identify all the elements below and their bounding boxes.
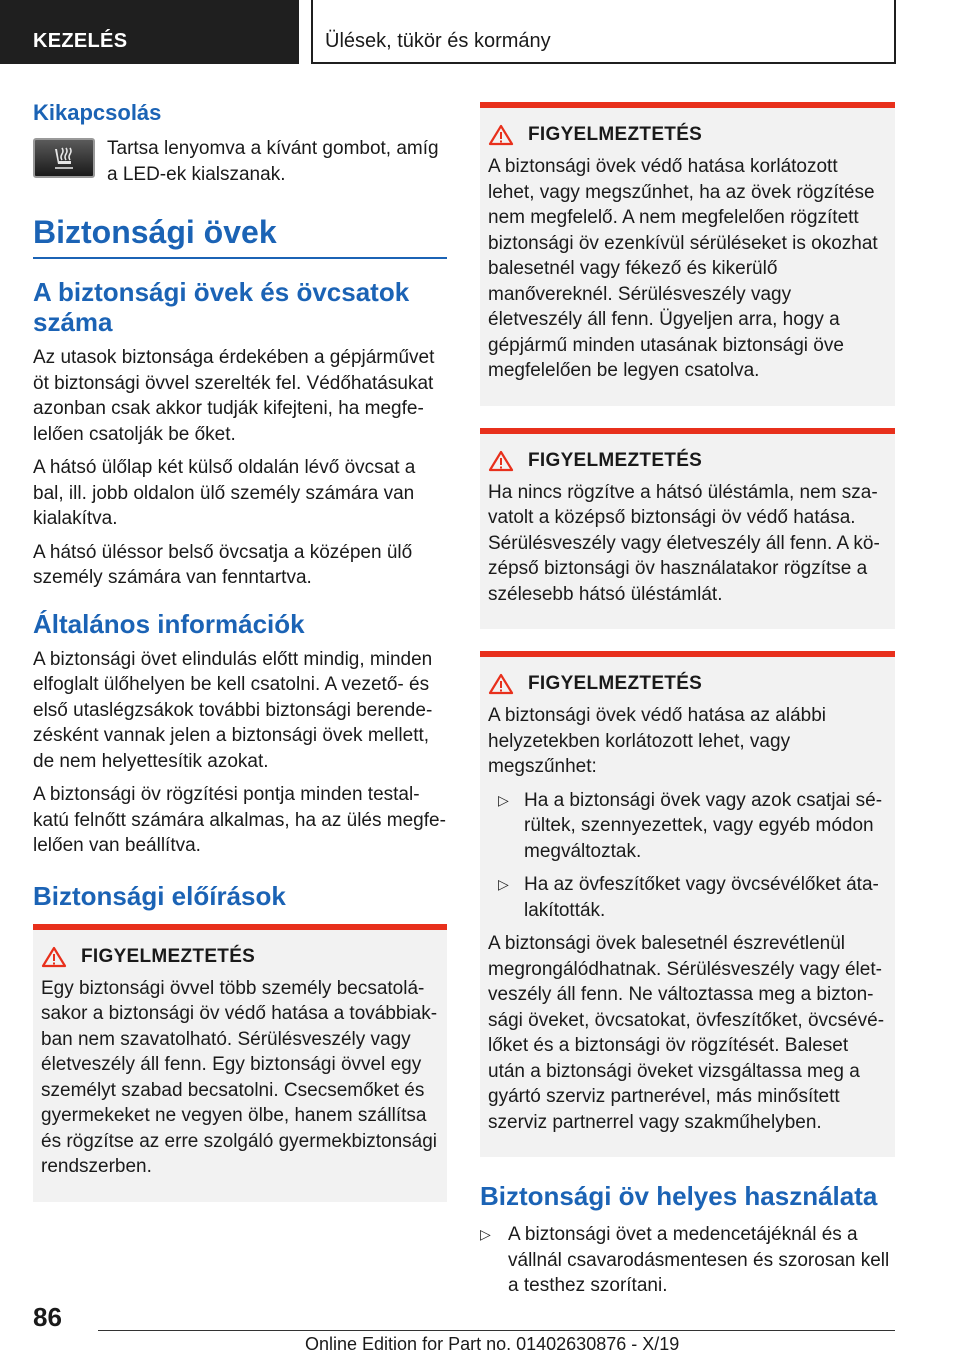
usage-list [480, 1222, 895, 1299]
list-item: ▷ Ha az övfeszítőket vagy övcsévélőket átalakították. [498, 874, 879, 921]
right-column [480, 102, 895, 1307]
warning-title: FIGYELMEZTETÉS [528, 673, 703, 694]
warning-triangle-icon [488, 673, 514, 695]
footer-divider [98, 1330, 895, 1331]
section-title-general: Általános információk [33, 608, 305, 639]
kikapcsolas-text: Tartsa lenyomva a kívánt gombot, amíg a LED-ek kialszanak. [107, 138, 439, 185]
warning-heading [488, 124, 887, 146]
warning-heading [488, 673, 887, 695]
paragraph: A biztonsági övet elindulás előtt mindig, minden elfoglalt ülőhelyen be kell csatolni. A vezető- és első utaslégzsákok további biztonsági berendezésként vannak jelen a biztonsági övek mellett, de nem helyettesítik azokat. [33, 648, 433, 772]
warning-text: Egy biztonsági övvel több személy becsatolásakor a biztonsági öv védő hatása a továbbiakban nem szavatolható. Sérülésveszély vagy életveszély áll fenn. Egy biztonsági övvel egy személyt szabad becsatolni. Csecsemőket és gyermekeket ne vegyen ölbe, hanem szállítsa és rögzítse az erre szolgáló gyermekbiztonsági rendszerben. [41, 977, 438, 1177]
warning-triangle-icon [488, 450, 514, 472]
warning-box [480, 428, 895, 630]
list-item: ▷ A biztonsági övet a medencetájéknál és a vállnál csavarodásmentesen és szorosan kell a testhez szorítani. [480, 1224, 890, 1296]
section-title-safety: Biztonsági előírások [33, 880, 286, 911]
warning-title: FIGYELMEZTETÉS [528, 449, 703, 471]
warning-text: A biztonsági övek védő hatása korlátozott lehet, vagy megszűnhet, ha az övek rögzítése nem megfelelő. A nem megfelelően rögzített biztonsági öv ezenkívül sérüléseket is okozhat balesetnél vagy fékező és kikerülő manővereknél. Sérülésveszély vagy életveszély áll fenn. Ügyeljen arra, hogy a gépjármű minden utasának biztonsági öve megfelelően be legyen csatolva. [488, 156, 878, 381]
warning-list [488, 788, 887, 924]
warning-text: A biztonsági övek balesetnél észrevétlenül megrongálódhatnak. Sérülésveszély vagy életveszély áll fenn. Ne változtassa meg a biztonsági öveket, övcsatokat, övfeszítőket, övcsévélőket és a biztonsági öv rögzítését. Baleset után a biztonsági öveket vizsgáltassa meg a gyártó szerviz partnerével, más minősített szerviz partnerrel vagy szakműhelyben. [488, 933, 885, 1133]
triangle-bullet-icon: ▷ [480, 1226, 491, 1242]
kikapcsolas-heading: Kikapcsolás [33, 100, 162, 125]
section-title-count: A biztonsági övek és övcsatok száma [33, 277, 410, 337]
footer-edition: Online Edition for Part no. 01402630876 - X/19 [305, 1334, 680, 1354]
page-header [0, 0, 960, 66]
paragraph: A hátsó üléssor belső övcsatja a középen ülő személy számára van fenntartva. [33, 541, 413, 588]
warning-heading [41, 946, 439, 968]
warning-box [33, 924, 447, 1202]
warning-text: Ha nincs rögzítve a hátsó üléstámla, nem szavatolt a középső biztonsági öv védő hatása. Sérülésveszély vagy életveszély áll fenn. A középső biztonsági öv használatakor rögzítse a szélesebb hátsó üléstámlát. [488, 481, 880, 605]
seat-heating-button-row [33, 136, 447, 188]
list-item: ▷ Ha a biztonsági övek vagy azok csatjai sérültek, szennyezettek, vagy egyéb módon megváltoztak. [498, 789, 883, 862]
paragraph: A biztonsági öv rögzítési pontja minden testalkatú felnőtt számára alkalmas, ha az ülés megfelelően van beállítva. [33, 784, 446, 856]
warning-text: A biztonsági övek védő hatása az alábbi helyzetekben korlátozott lehet, vagy megszűnhet: [488, 705, 827, 777]
section-title-correct-use: Biztonsági öv helyes használata [480, 1181, 878, 1211]
page-number: 86 [33, 1302, 62, 1332]
warning-box [480, 102, 895, 406]
triangle-bullet-icon: ▷ [498, 791, 509, 808]
left-column [33, 100, 447, 1224]
seat-heating-button-icon [33, 138, 95, 178]
main-title: Biztonsági övek [33, 214, 447, 259]
chapter-label: Ülések, tükör és kormány [311, 0, 896, 64]
warning-title: FIGYELMEZTETÉS [81, 945, 256, 967]
warning-title: FIGYELMEZTETÉS [528, 124, 703, 145]
triangle-bullet-icon: ▷ [498, 876, 509, 892]
warning-box [480, 651, 895, 1157]
warning-triangle-icon [488, 124, 514, 146]
warning-heading [488, 450, 887, 472]
warning-triangle-icon [41, 946, 67, 968]
paragraph: Az utasok biztonsága érdekében a gépjárművet öt biztonsági övvel szerelték fel. Védőhatásukat azonban csak akkor tudják kifejteni, ha megfelelően csatolják be őket. [33, 347, 435, 445]
paragraph: A hátsó ülőlap két külső oldalán lévő övcsat a bal, ill. jobb oldalon ülő személy számára van kialakítva. [33, 457, 416, 529]
section-label: KEZELÉS [0, 0, 299, 64]
